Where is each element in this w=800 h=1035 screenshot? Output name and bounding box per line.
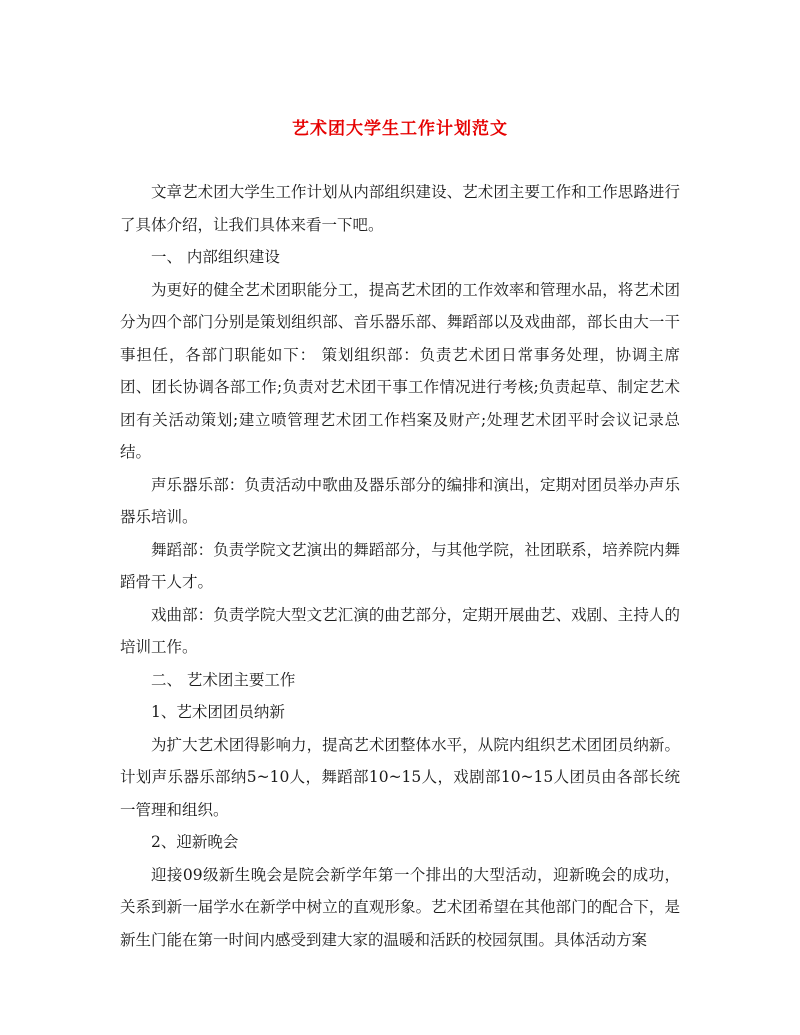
document-body (120, 176, 680, 956)
subheading-recruitment: 1、艺术团团员纳新 (151, 703, 285, 721)
welcome-party-paragraph: 迎接09级新生晚会是院会新学年第一个排出的大型活动，迎新晚会的成功，关系到新一届学水在新学中树立的直观形象。艺术团希望在其他部门的配合下，是新生门能在第一时间内感受到建大家的温暖和活跃的校园氛围。具体活动方案 (120, 865, 680, 949)
recruitment-paragraph: 为扩大艺术团得影响力，提高艺术团整体水平，从院内组织艺术团团员纳新。计划声乐器乐部纳5~10人，舞蹈部10~15人，戏剧部10~15人团员由各部长统一管理和组织。 (120, 735, 680, 819)
section-heading-internal-organization: 一、 内部组织建设 (151, 248, 280, 266)
subheading-welcome-party: 2、迎新晚会 (151, 833, 239, 851)
document-title: 艺术团大学生工作计划范文 (292, 119, 508, 139)
vocal-instrumental-paragraph: 声乐器乐部：负责活动中歌曲及器乐部分的编排和演出，定期对团员举办声乐器乐培训。 (120, 475, 680, 526)
organization-paragraph: 为更好的健全艺术团职能分工，提高艺术团的工作效率和管理水品，将艺术团分为四个部门分别是策划组织部、音乐器乐部、舞蹈部以及戏曲部，部长由大一干事担任，各部门职能如下： 策划组织部：负责艺术团日常事务处理，协调主席团、团长协调各部工作;负责对艺术团干事工作情况进行考核;负责起草、制定艺术团有关活动策划;建立喷管理艺术团工作档案及财产;处理艺术团平时会议记录总结。 (120, 280, 680, 461)
opera-paragraph: 戏曲部：负责学院大型文艺汇演的曲艺部分，定期开展曲艺、戏剧、主持人的培训工作。 (120, 605, 680, 656)
section-heading-main-work: 二、 艺术团主要工作 (151, 670, 296, 689)
intro-paragraph: 文章艺术团大学生工作计划从内部组织建设、艺术团主要工作和工作思路进行了具体介绍，让我们具体来看一下吧。 (120, 183, 680, 234)
dance-paragraph: 舞蹈部：负责学院文艺演出的舞蹈部分，与其他学院，社团联系，培养院内舞蹈骨干人才。 (120, 540, 680, 591)
